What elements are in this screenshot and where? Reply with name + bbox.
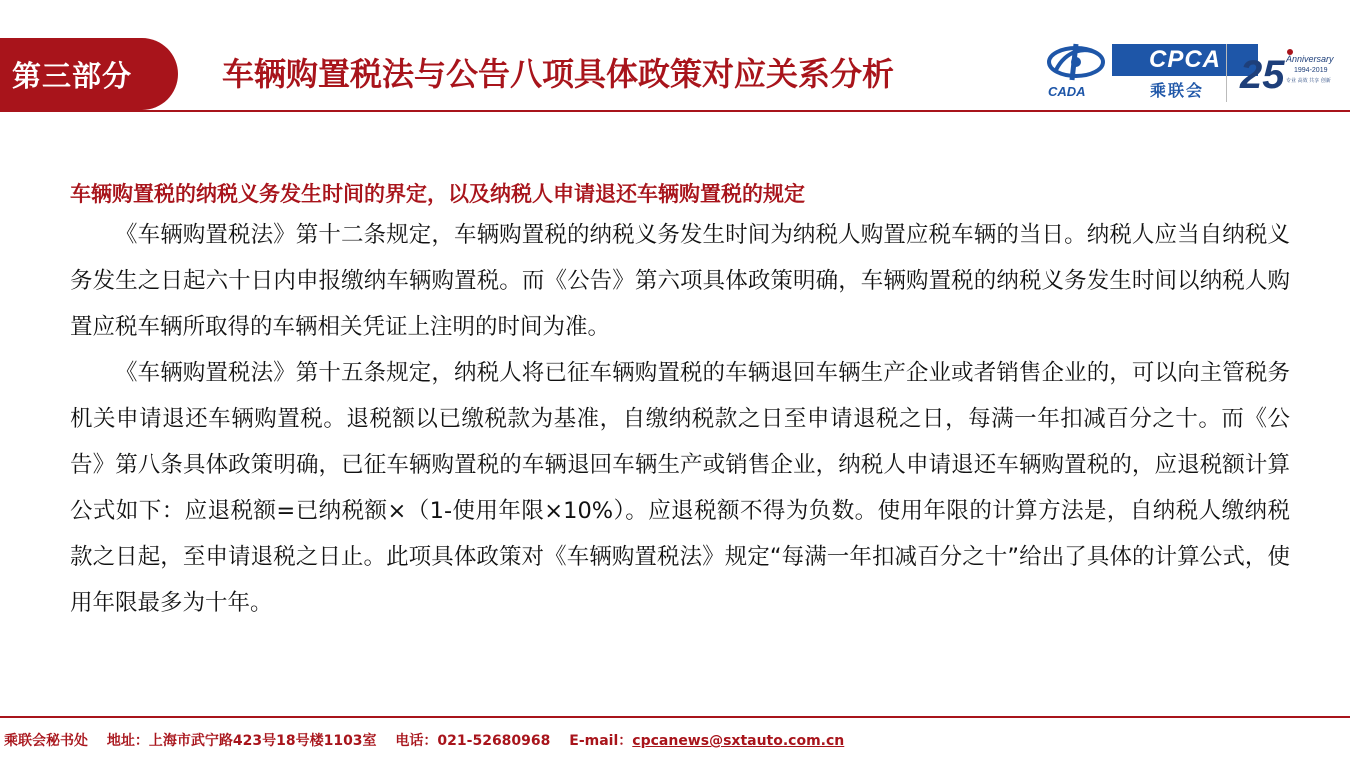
anniversary-number: 25: [1240, 53, 1285, 97]
content-subtitle: 车辆购置税的纳税义务发生时间的界定，以及纳税人申请退还车辆购置税的规定: [70, 182, 805, 206]
paragraph: 《车辆购置税法》第十五条规定，纳税人将已征车辆购置税的车辆退回车辆生产企业或者销售企业的，可以向主管税务机关申请退还车辆购置税。退税额以已缴税款为基准，自缴纳税款之日至申请退税之日，每满一年扣减百分之十。而《公告》第八条具体政策明确，已征车辆购置税的车辆退回车辆生产或销售企业，纳税人申请退还车辆购置税的，应退税额计算公式如下：应退税额=已纳税额×（1-使用年限×10%）。应退税额不得为负数。使用年限的计算方法是，自纳税人缴纳税款之日起，至申请退税之日止。此项具体政策对《车辆购置税法》规定“每满一年扣减百分之十”给出了具体的计算公式，使用年限最多为十年。: [70, 360, 1290, 616]
footer-email-link[interactable]: cpcanews@sxtauto.com.cn: [632, 733, 845, 749]
main-content: [70, 176, 1290, 626]
cada-logo-icon: [1046, 40, 1108, 100]
section-label: 第三部分: [12, 58, 133, 93]
paragraph: 《车辆购置税法》第十二条规定，车辆购置税的纳税义务发生时间为纳税人购置应税车辆的当日。纳税人应当自纳税义务发生之日起六十日内申报缴纳车辆购置税。而《公告》第六项具体政策明确，车辆购置税的纳税义务发生时间以纳税人购置应税车辆所取得的车辆相关凭证上注明的时间为准。: [70, 222, 1290, 340]
footer-email-label: E-mail：: [569, 733, 633, 749]
cpca-logo: [1112, 44, 1258, 76]
section-tab: [0, 38, 178, 110]
anniversary-years: 1994-2019: [1294, 67, 1328, 74]
footer-phone: 电话：021-52680968: [395, 733, 551, 749]
footer-org: 乘联会秘书处: [4, 733, 88, 749]
cada-text: CADA: [1048, 84, 1086, 99]
anniversary-tagline: 专业 高效 共享 创新: [1286, 78, 1331, 84]
logo-group: [1046, 40, 1342, 104]
cpca-cn-text: 乘联会: [1150, 81, 1205, 100]
footer-divider: [0, 716, 1350, 718]
footer-address: 地址：上海市武宁路423号18号楼1103室: [106, 733, 377, 749]
page-title: 车辆购置税法与公告八项具体政策对应关系分析: [222, 55, 895, 93]
anniversary-logo-icon: [1238, 42, 1342, 102]
cpca-text: CPCA: [1148, 46, 1221, 73]
anniversary-label: Anniversary: [1286, 54, 1334, 64]
logo-divider: [1226, 44, 1227, 102]
header-divider: [0, 110, 1350, 112]
footer: [4, 730, 844, 752]
